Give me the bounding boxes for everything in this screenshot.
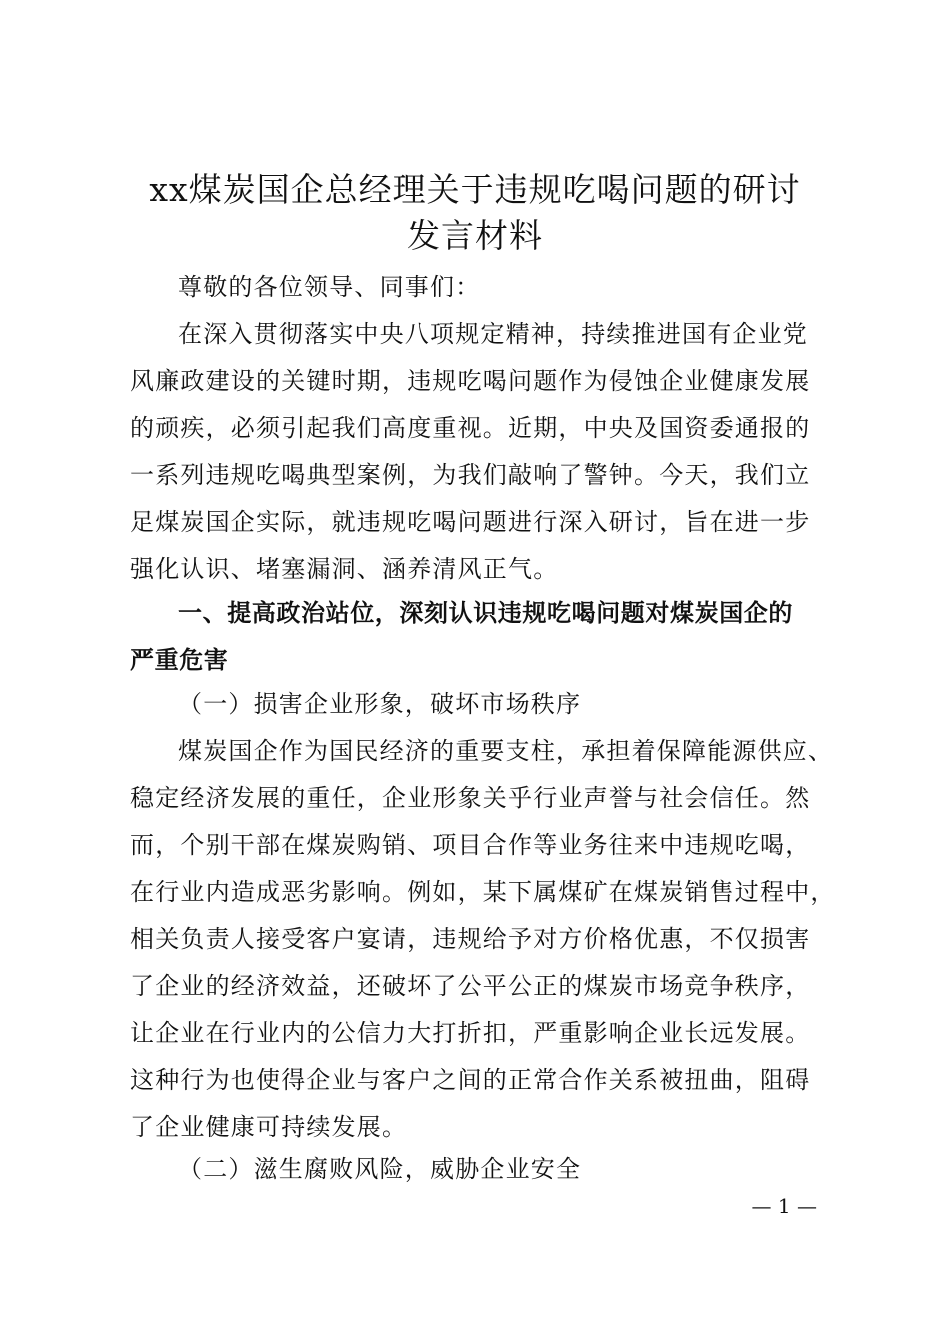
document-title-line-2: 发言材料 xyxy=(407,216,543,255)
document-title-line-1: xx煤炭国企总经理关于违规吃喝问题的研讨 xyxy=(149,170,801,209)
section-heading: 严重危害 xyxy=(130,646,229,674)
intro-line: 风廉政建设的关键时期，违规吃喝问题作为侵蚀企业健康发展 xyxy=(130,367,811,395)
body-line: 让企业在行业内的公信力大打折扣，严重影响企业长远发展。 xyxy=(130,1019,811,1047)
body-line: 稳定经济发展的重任，企业形象关乎行业声誉与社会信任。然 xyxy=(130,784,811,812)
body-line: 在行业内造成恶劣影响。例如，某下属煤矿在煤炭销售过程中， xyxy=(130,878,836,906)
intro-line: 一系列违规吃喝典型案例，为我们敲响了警钟。今天，我们立 xyxy=(130,461,811,489)
body-line: 了企业的经济效益，还破坏了公平公正的煤炭市场竞争秩序， xyxy=(130,972,811,1000)
body-line: 相关负责人接受客户宴请，违规给予对方价格优惠，不仅损害 xyxy=(130,925,811,953)
intro-line: 足煤炭国企实际，就违规吃喝问题进行深入研讨，旨在进一步 xyxy=(130,508,811,536)
intro-line: 强化认识、堵塞漏洞、涵养清风正气。 xyxy=(130,555,559,583)
body-line: 这种行为也使得企业与客户之间的正常合作关系被扭曲，阻碍 xyxy=(130,1066,811,1094)
body-line: 而，个别干部在煤炭购销、项目合作等业务往来中违规吃喝， xyxy=(130,831,811,859)
body-line: 了企业健康可持续发展。 xyxy=(130,1113,408,1141)
intro-line: 的顽疾，必须引起我们高度重视。近期，中央及国资委通报的 xyxy=(130,414,811,442)
section-heading: 一、提高政治站位，深刻认识违规吃喝问题对煤炭国企的 xyxy=(178,599,793,627)
body-line: 煤炭国企作为国民经济的重要支柱，承担着保障能源供应、 xyxy=(178,737,834,765)
page-number: — 1 — xyxy=(751,1194,817,1218)
subsection-title: （二）滋生腐败风险，威胁企业安全 xyxy=(178,1155,582,1183)
greeting: 尊敬的各位领导、同事们： xyxy=(178,273,481,301)
subsection-title: （一）损害企业形象，破坏市场秩序 xyxy=(178,690,582,718)
intro-line: 在深入贯彻落实中央八项规定精神，持续推进国有企业党 xyxy=(178,320,808,348)
